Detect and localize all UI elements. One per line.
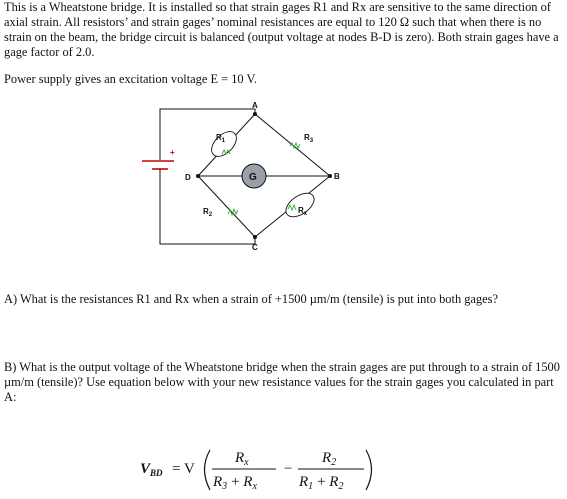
r2-label: $R_2$	[203, 207, 213, 218]
node-c-label: C	[252, 243, 258, 252]
eq-lhs: $V_{BD}$	[140, 461, 163, 478]
node-d-label: D	[185, 173, 191, 182]
eq-left-paren	[205, 450, 211, 490]
intro-paragraph: This is a Wheatstone bridge. It is installed so that strain gages R1 and Rx are sensitive to the same direction of axial strain. All resistors’ and strain gages’ nominal resistances are equal to 120 Ω such that when there is no strain on the beam, the bridge circuit is balanced (output voltage at nodes B-D is zero). Both strain gages have a gage factor of 2.0.	[4, 0, 559, 59]
r1-label: $R_1$	[216, 133, 226, 144]
node-b-label: B	[334, 172, 340, 181]
battery-plus-sign: +	[170, 148, 175, 157]
wheatstone-bridge-diagram	[138, 98, 358, 258]
node-a-label: A	[252, 101, 258, 110]
r3-label: $R_3$	[304, 133, 314, 144]
eq-den1: $R_3 + R_x$	[213, 474, 257, 492]
node-b-dot	[328, 174, 332, 178]
vbd-equation	[138, 440, 388, 496]
eq-right-paren	[366, 450, 372, 490]
node-c-dot	[253, 235, 257, 239]
r1-strain-gage-icon	[207, 127, 241, 161]
rx-label: $R_x$	[298, 206, 308, 217]
node-d-dot	[196, 174, 200, 178]
eq-minus: −	[284, 461, 293, 477]
question-part-a: A) What is the resistances R1 and Rx when a strain of +1500 µm/m (tensile) is put into both gages?	[4, 292, 498, 306]
eq-equals-v: = V	[172, 461, 195, 477]
node-a-dot	[253, 112, 257, 116]
rx-strain-gage-icon	[282, 188, 319, 221]
question-part-b: B) What is the output voltage of the Wheatstone bridge when the strain gages are put through to a strain of 1500 µm/m (tensile)? Use equation below with your new resistance values for the strain gages you calculated in part A:	[4, 360, 560, 404]
galvanometer-label: G	[249, 172, 257, 183]
eq-num1: $R_x$	[235, 450, 249, 468]
eq-num2: $R_2$	[322, 450, 337, 468]
eq-den2: $R_1 + R_2$	[299, 474, 344, 492]
battery-icon	[142, 161, 174, 174]
supply-voltage-text: Power supply gives an excitation voltage E = 10 V.	[4, 72, 257, 86]
